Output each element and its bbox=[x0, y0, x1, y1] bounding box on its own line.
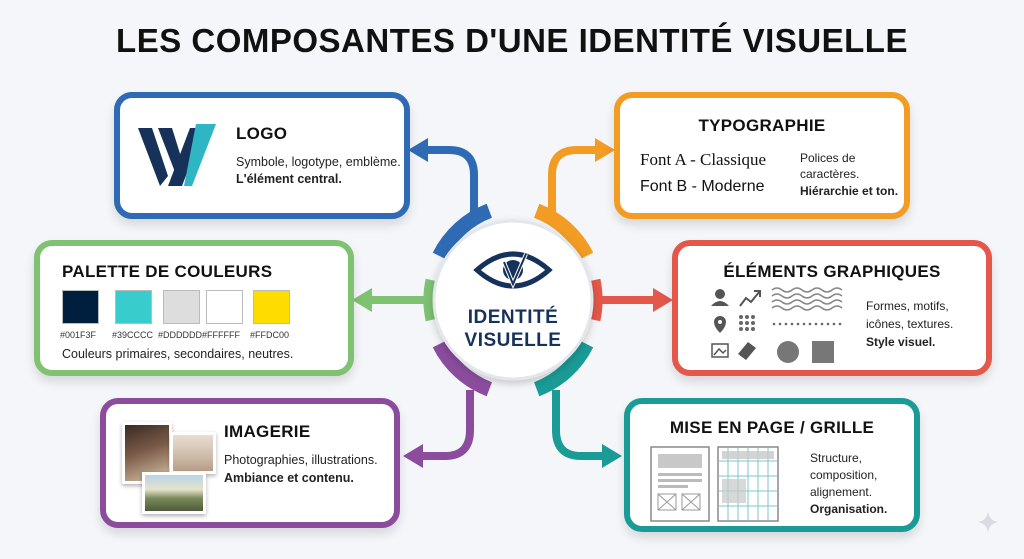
imagerie-heading: IMAGERIE bbox=[224, 422, 311, 441]
sparkle-icon bbox=[976, 510, 1000, 534]
swatch-1 bbox=[62, 290, 99, 324]
typographie-desc-line3: Hiérarchie et ton. bbox=[800, 184, 899, 198]
dotted-line-icon bbox=[773, 323, 842, 326]
page-title: LES COMPOSANTES D'UNE IDENTITÉ VISUELLE bbox=[116, 22, 908, 59]
card-palette bbox=[34, 240, 354, 376]
arrow-logo bbox=[408, 138, 428, 162]
person-icon bbox=[711, 289, 729, 306]
card-typographie bbox=[614, 92, 910, 219]
typographie-desc-line2: caractères. bbox=[800, 167, 860, 181]
pin-icon bbox=[714, 316, 726, 333]
mise-en-page-desc-line2: composition, bbox=[810, 468, 878, 482]
typographie-heading: TYPOGRAPHIE bbox=[698, 116, 826, 135]
connector-logo bbox=[425, 150, 474, 212]
photo-landscape bbox=[142, 472, 206, 514]
palette-heading: PALETTE DE COULEURS bbox=[62, 262, 273, 281]
logo-mark-icon bbox=[138, 124, 218, 190]
elements-desc-line3: Style visuel. bbox=[866, 335, 936, 349]
elements-desc-line1: Formes, motifs, bbox=[866, 299, 949, 313]
mise-en-page-desc-line1: Structure, bbox=[810, 451, 863, 465]
swatch-label-3: #DDDDDD bbox=[158, 330, 203, 340]
arrow-elements bbox=[653, 288, 673, 312]
hub-label-line2: VISUELLE bbox=[464, 330, 562, 351]
mise-en-page-desc-line4: Organisation. bbox=[810, 502, 888, 516]
card-logo bbox=[114, 92, 410, 219]
mise-en-page-heading: MISE EN PAGE / GRILLE bbox=[669, 418, 875, 437]
card-elements bbox=[672, 240, 992, 376]
mise-en-page-desc-line3: alignement. bbox=[810, 485, 873, 499]
swatch-2 bbox=[115, 290, 152, 324]
card-imagerie bbox=[100, 398, 400, 528]
arrow-typographie bbox=[595, 138, 615, 162]
arrow-mise-en-page bbox=[602, 444, 622, 468]
logo-desc-line1: Symbole, logotype, emblème. bbox=[236, 155, 401, 169]
typographie-desc-line1: Polices de bbox=[800, 151, 856, 165]
connector-imagerie bbox=[420, 390, 470, 456]
connector-mise-en-page bbox=[556, 390, 605, 456]
photo-object bbox=[170, 432, 216, 474]
square-shape-icon bbox=[812, 341, 834, 363]
imagerie-desc-line1: Photographies, illustrations. bbox=[224, 453, 378, 467]
image-icon bbox=[712, 344, 728, 357]
palette-caption: Couleurs primaires, secondaires, neutres. bbox=[62, 347, 294, 361]
arrow-imagerie bbox=[403, 444, 423, 468]
swatch-4 bbox=[206, 290, 243, 324]
hub-label-line1: IDENTITÉ bbox=[467, 307, 559, 328]
elements-desc-line2: icônes, textures. bbox=[866, 317, 954, 331]
swatch-5 bbox=[253, 290, 290, 324]
card-mise-en-page bbox=[624, 398, 920, 532]
layout-wireframe-icon bbox=[650, 446, 780, 522]
swatch-3 bbox=[163, 290, 200, 324]
elements-heading: ÉLÉMENTS GRAPHIQUES bbox=[723, 262, 941, 281]
wave-pattern-icon bbox=[772, 288, 842, 310]
arrow-palette bbox=[352, 288, 372, 312]
font-b-sample: Font B - Moderne bbox=[640, 178, 765, 195]
connector-typographie bbox=[552, 150, 598, 212]
swatch-label-4: #FFFFFF bbox=[202, 330, 240, 340]
logo-desc-line2: L'élément central. bbox=[236, 172, 342, 186]
hub-core bbox=[434, 221, 592, 379]
dot-grid-icon bbox=[739, 315, 755, 331]
font-a-sample: Font A - Classique bbox=[640, 150, 767, 169]
swatch-label-5: #FFDC00 bbox=[250, 330, 290, 340]
tag-icon bbox=[738, 342, 756, 360]
circle-shape-icon bbox=[777, 341, 799, 363]
graphic-elements-icons bbox=[708, 286, 868, 376]
imagerie-desc-line2: Ambiance et contenu. bbox=[224, 471, 354, 485]
logo-heading: LOGO bbox=[236, 124, 288, 143]
swatch-label-2: #39CCCC bbox=[112, 330, 154, 340]
swatch-label-1: #001F3F bbox=[60, 330, 97, 340]
trend-icon bbox=[740, 291, 760, 306]
